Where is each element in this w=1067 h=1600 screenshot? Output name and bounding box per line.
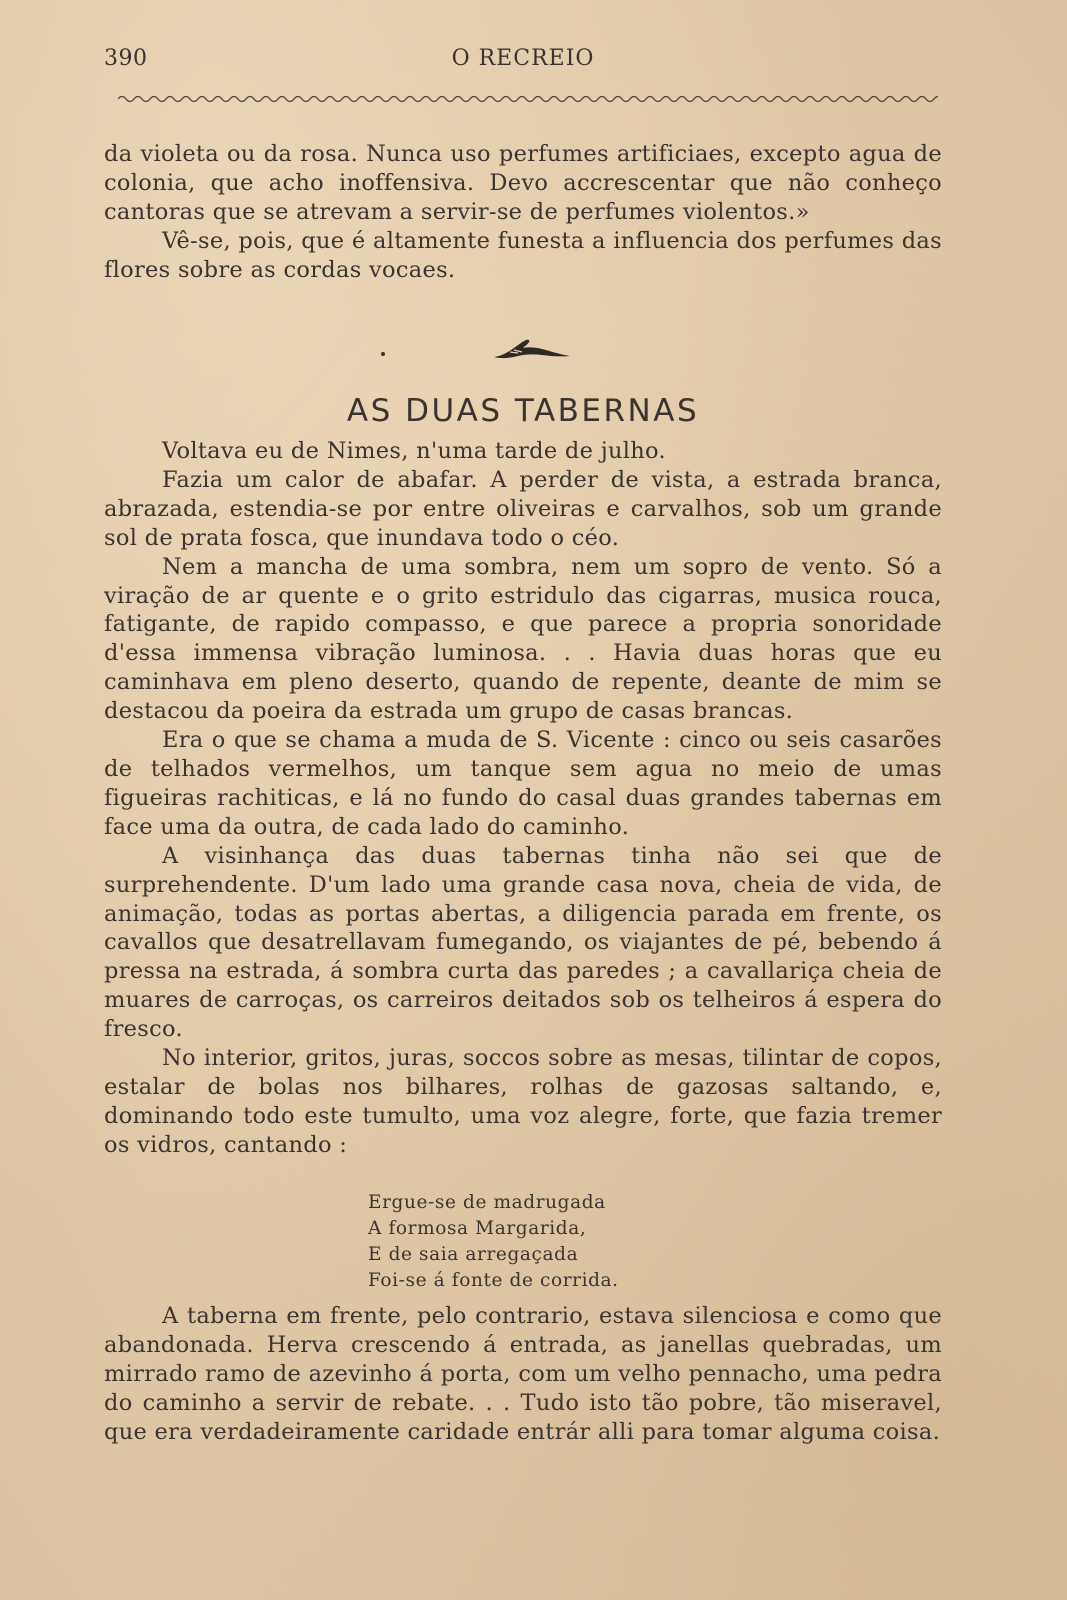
intro-text: [104, 140, 942, 285]
article-title: AS DUAS TABERNAS: [346, 393, 700, 429]
verse-line: E de saia arregaçada: [368, 1244, 579, 1265]
wavy-rule-ornament: [118, 92, 938, 106]
article-paragraph: Era o que se chama a muda de S. Vicente : cinco ou seis casarões de telhados vermelhos, um tanque sem agua no meio de umas figueiras rachiticas, e lá no fundo do casal duas grandes tabernas em face uma da outra, de cada lado do caminho.: [104, 727, 942, 840]
hand-fleuron-icon: [488, 334, 578, 364]
intro-paragraph: Vê-se, pois, que é altamente funesta a influencia dos perfumes das flores sobre as cordas vocaes.: [104, 227, 942, 283]
ink-dot: [381, 352, 385, 356]
running-header: [104, 46, 942, 80]
song-verse: [368, 1190, 619, 1294]
article-paragraph: A visinhança das duas tabernas tinha não sei que de surprehendente. D'um lado uma grande casa nova, cheia de vida, de animação, todas as portas abertas, a diligencia parada em frente, os cavallos que desatrellavam fumegando, os viajantes de pé, bebendo á pressa na estrada, á sombra curta das paredes ; a cavallariça cheia de muares de carroças, os carreiros deitados sob os telheiros á espera do fresco.: [104, 842, 942, 1043]
verse-line: Ergue-se de madrugada: [368, 1192, 606, 1213]
article-paragraph: Fazia um calor de abafar. A perder de vista, a estrada branca, abrazada, estendia-se por entre oliveiras e carvalhos, sob um grande sol de prata fosca, que inundava todo o céo.: [104, 466, 942, 551]
page-number: 390: [104, 46, 148, 71]
article-paragraph: A taberna em frente, pelo contrario, estava silenciosa e como que abandonada. Herva crescendo á entrada, as janellas quebradas, um mirrado ramo de azevinho á porta, com um velho pennacho, uma pedra do caminho a servir de rebate. . . Tudo isto tão pobre, tão miseravel, que era verdadeiramente caridade entrár alli para tomar alguma coisa.: [104, 1303, 942, 1445]
closing-text: [104, 1302, 942, 1447]
article-paragraph: Voltava eu de Nimes, n'uma tarde de julho.: [162, 438, 666, 464]
verse-line: Foi-se á fonte de corrida.: [368, 1270, 619, 1291]
article-paragraph: No interior, gritos, juras, soccos sobre as mesas, tilintar de copos, estalar de bolas nos bilhares, rolhas de gazosas saltando, e, dominando todo este tumulto, uma voz alegre, forte, que fazia tremer os vidros, cantando :: [104, 1045, 942, 1158]
running-title: O RECREIO: [451, 46, 595, 71]
intro-paragraph: da violeta ou da rosa. Nunca uso perfumes artificiaes, excepto agua de colonia, que acho inoffensiva. Devo accrescentar que não conheço cantoras que se atrevam a servir-se de perfumes violentos.»: [104, 141, 942, 225]
verse-line: A formosa Margarida,: [368, 1218, 587, 1239]
article-paragraph: Nem a mancha de uma sombra, nem um sopro de vento. Só a viração de ar quente e o grito estridulo das cigarras, musica rouca, fatigante, de rapido compasso, e que parece a propria sonoridade d'essa immensa vibração luminosa. . . Havia duas horas que eu caminhava em pleno deserto, quando de repente, deante de mim se destacou da poeira da estrada um grupo de casas brancas.: [104, 553, 942, 725]
article-body: [104, 437, 942, 1160]
